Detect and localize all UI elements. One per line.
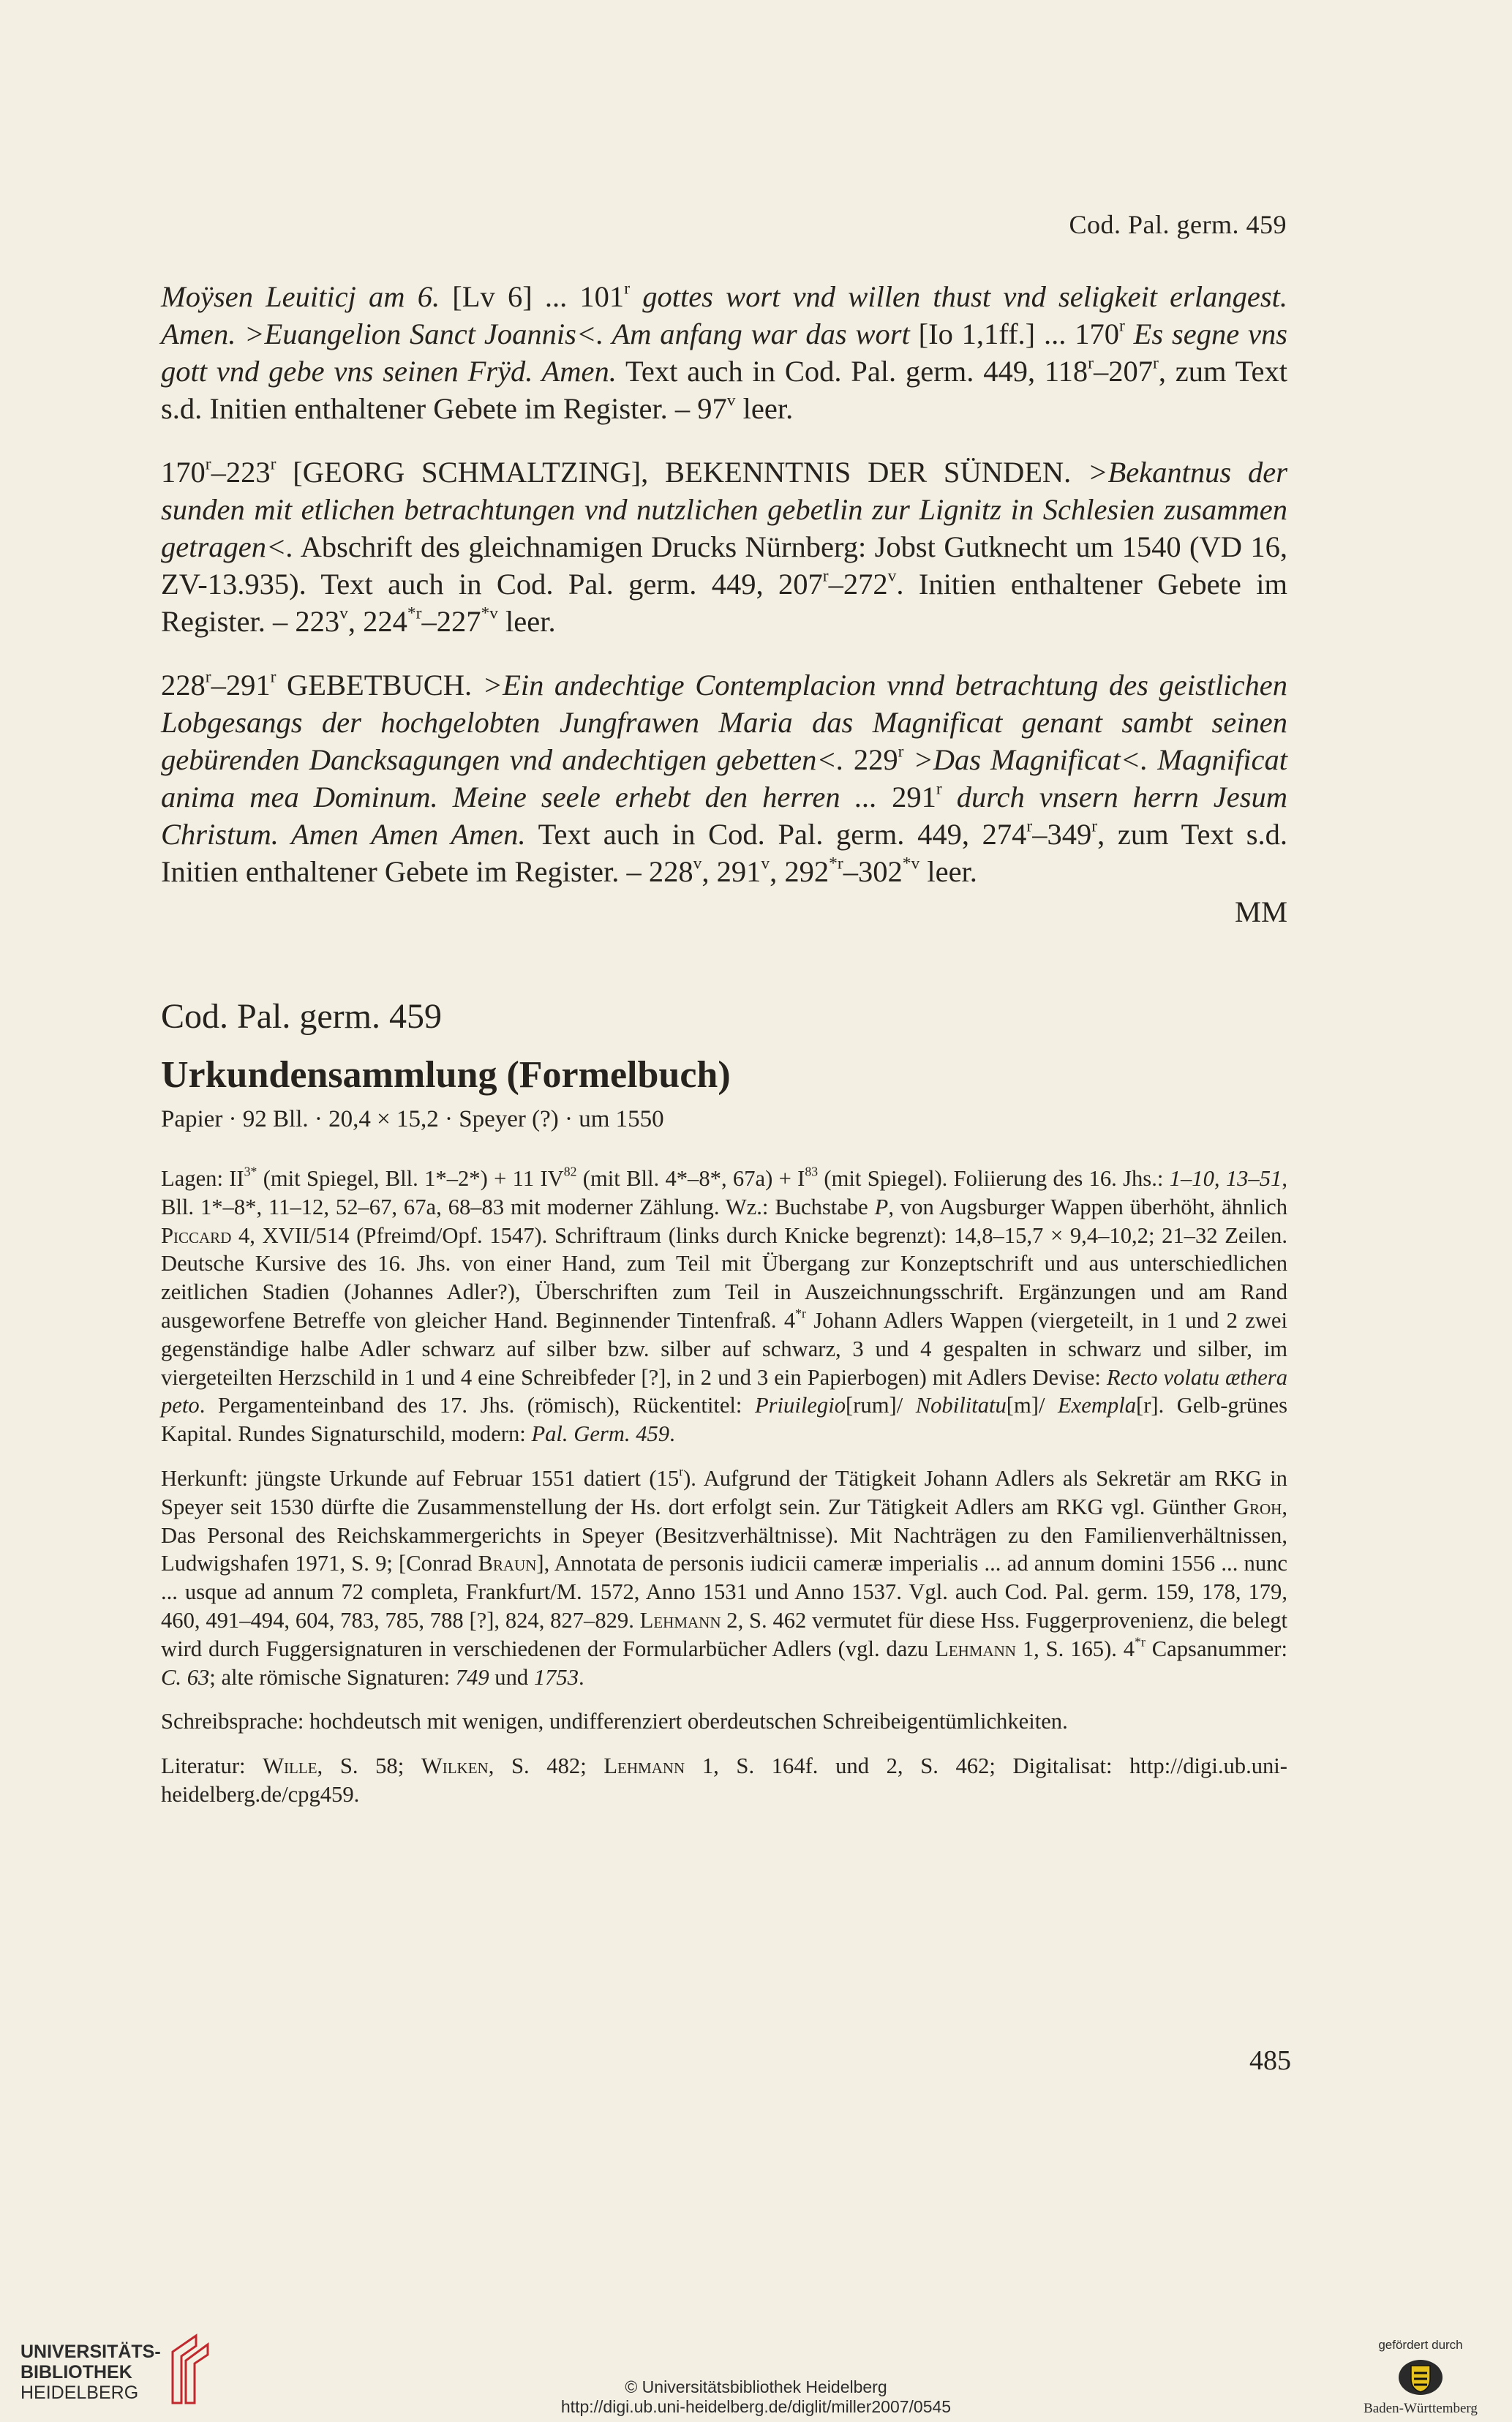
entry-gebetbuch: 228$^r$–291$^r$ GEBETBUCH. >Ein andechtige Contemplacion vnnd betrachtung des geistlichen Lobgesangs der hochgelobten Jungfrawen Maria das Magnificat genant sambt seinen gebürenden Dancksagungen vnd andechtigen gebetten<. $229^r >Das$ Magnificat<. Magnificat anima mea Dominum. Meine seele erhebt den herren ... 291$^r$ durch vnsern herrn Jesum Christum. Amen Amen Amen. Text auch in Cod. Pal. germ. 449, 274$^r$–349$^r$, zum Text s.d. Initien enthaltener Gebete im Register. – 228$^v$, 291$^v$, 292$^{*r}$–302$^{*v}$ leer. [161,667,1287,888]
author-signature: MM [1234,895,1287,928]
record-shelfmark: Cod. Pal. germ. 459 [161,997,442,1036]
entry-bekenntnis: 170$^r$–223$^r$ [GEORG SCHMALTZING], BEKENNTNIS DER SÜNDEN. >Bekantnus der sunden mit etlichen betrachtungen vnd nutzlichen gebetlin zur Lignitz in Schlesien zusammen getragen<. Abschrift des gleichnamigen Drucks Nürnberg: Jobst Gutknecht um 1540 (VD 16, ZV-13.935). Text auch in Cod. Pal. germ. 449, 207$^r$–272$^v$. Initien enthaltener Gebete im Register. – 223$^v$, 224$^{*r}$–227$^{*v}$ leer. [161,454,1287,638]
funder-name: Baden-Württemberg [1364,2401,1478,2416]
section-herkunft: Herkunft: jüngste Urkunde auf Februar 1551 datiert (15$^r$). Aufgrund der Tätigkeit Johann Adlers als Sekretär am RKG in Speyer seit 1530 dürfte die Zusammenstellung der Hs. dort erfolgt sein. Zur Tätigkeit Adlers am RKG vgl. Günther Groh, Das Personal des Reichskammergerichts in Speyer (Besitzverhältnisse). Mit Nachträgen zu den Familienverhältnissen, Ludwigshafen 1971, S. 9; [Conrad Braun], Annotata de personis iudicii cameræ imperialis ... ad annum domini 1556 ... nunc ... usque ad annum 72 completa, Frankfurt/M. 1572, Anno 1531 und Anno 1537. Vgl. auch Cod. Pal. germ. 159, 178, 179, 460, 491–494, 604, 783, 785, 788 [?], 824, 827–829. Lehmann 2, S. 462 vermutet für diese Hss. Fuggerprovenienz, die belegt wird durch Fuggersignaturen in verschiedenen der Formularbücher Adlers (vgl. dazu Lehmann 1, S. 165). 4$^{*r}$ Capsanummer: C. 63; alte römische Signaturen: 749 und 1753. [161,1464,1287,1690]
running-head: Cod. Pal. germ. 459 [1069,210,1287,239]
entry-continuation: Moÿsen Leuiticj am 6. [Lv 6] ... 101$^r$ gottes wort vnd willen thust vnd seligkeit erlangest. Amen. >Euangelion Sanct Joannis<. Am anfang war das wort [Io 1,1ff.] ... 170$^r$ Es segne vns gott vnd gebe vns seinen Frÿd. Amen. Text auch in Cod. Pal. germ. 449, 118$^r$–207$^r$, zum Text s.d. Initien enthaltener Gebete im Register. – 97$^v$ leer. [161,279,1288,425]
permalink[interactable]: http://digi.ub.uni-heidelberg.de/diglit/miller2007/0545 [560,2397,952,2416]
page-number: 485 [1249,2045,1291,2076]
library-name: UNIVERSITÄTS- BIBLIOTHEK HEIDELBERG [20,2342,161,2403]
copyright-notice: © Universitätsbibliothek Heidelberg [625,2377,887,2396]
section-lagen: Lagen: $II^{3*}$ (mit Spiegel, Bll. 1*–2*) + 11 IV$^{82}$ (mit Bll. 4*–8*, $67a) + I^{83}$ (mit Spiegel). Foliierung des 16. Jhs.: 1–10, 13–51, Bll. 1*–8*, 11–12, 52–67, 67a, 68–83 mit moderner Zählung. Wz.: Buchstabe P, von Augsburger Wappen überhöht, ähnlich Piccard 4, XVII/514 (Pfreimd/Opf. 1547). Schriftraum (links durch Knicke begrenzt): 14,8–15,7 × 9,4–10,2; 21–32 Zeilen. Deutsche Kursive des 16. Jhs. von einer Hand, zum Teil mit Übergang zur Konzeptschrift und aus unterschiedlichen zeitlichen Stadien (Johannes Adler?), Überschriften zum Teil in Auszeichnungsschrift. Ergänzungen und am Rand ausgeworfene Betreffe von gleicher Hand. Beginnender Tintenfraß. 4$^{*r}$ Johann Adlers Wappen (viergeteilt, in 1 und 2 zwei gegenständige halbe Adler schwarz auf silber bzw. silber auf schwarz, 3 und 4 gespalten in schwarz und silber, im viergeteilten Herzschild in 1 und 4 eine Schreibfeder [?], in 2 und 3 ein Papierbogen) mit Adlers Devise: Recto volatu æthera peto. Pergamenteinband des 17. Jhs. (römisch), Rückentitel: Priuilegio[rum]/ Nobilitatu[m]/ Exempla[r]. Gelb-grünes Kapital. Rundes Signaturschild, modern: Pal. Germ. 459. [161,1164,1288,1447]
funded-by-label: gefördert durch [1378,2338,1463,2352]
footer-credits [0,2377,1512,2417]
section-literatur: Literatur: Wille, S. 58; Wilken, S. 482; Lehmann 1, S. 164f. und 2, S. 462; Digitalisat: http://digi.ub.uni-heidelberg.de/cpg459. [161,1753,1287,1807]
section-schreibsprache: Schreibsprache: hochdeutsch mit wenigen, undifferenziert oberdeutschen Schreibeigentümlichkeiten. [161,1709,1068,1734]
main-text [161,278,1287,1825]
funding-notice [1351,2338,1490,2417]
state-coat-of-arms-icon [1395,2357,1446,2398]
record-subtitle: Papier · 92 Bll. · 20,4 × 15,2 · Speyer (?) · um 1550 [161,1106,664,1132]
record-title: Urkundensammlung (Formelbuch) [161,1054,731,1096]
